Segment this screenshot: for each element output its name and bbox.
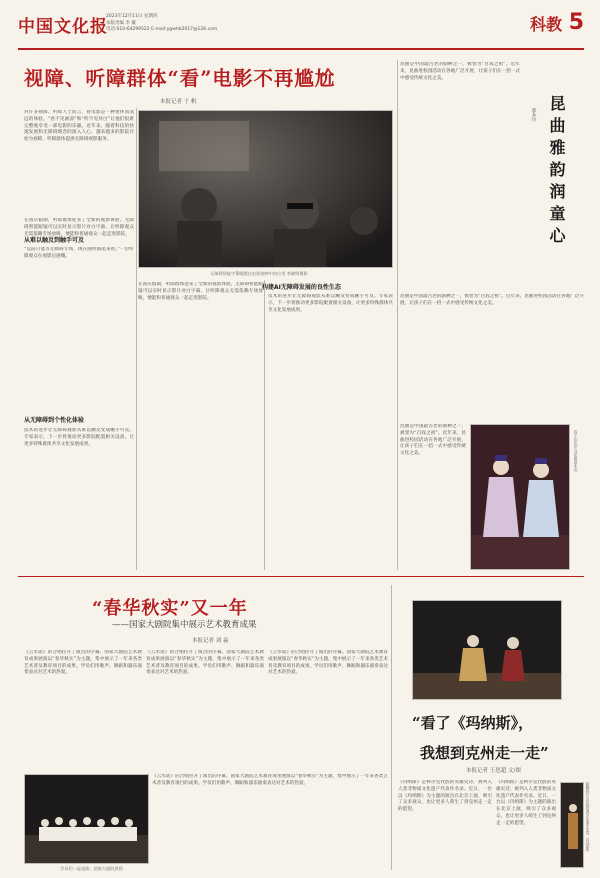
section-divider [18,576,584,577]
article1-photo-caption: 无障碍智能字幕眼镜在电影放映中的应用 李晓明摄影 [210,271,308,276]
article2-byline: 本报记者 刘 淼 [192,638,229,644]
sidebar-body-2: 昆曲是中国最古老的剧种之一，被誉为“百戏之祖”。近年来，昆曲进校园活动在各地广泛开展，让孩子们在一招一式中感受传统文化之美。 [400,294,584,306]
article2-col2: 《云水谣》的合唱拉开了演出的序幕。国家大剧院艺术教育成果展演以“春华秋实”为主题，集中展示了一年来各类艺术普及教育项目的成果。学员们用歌声、舞蹈和器乐演奏表达对艺术的热爱。 [146,650,264,676]
column-rule [397,60,398,570]
article1-title: 视障、听障群体“看”电影不再尴尬 [24,67,336,90]
manas-stage-image [413,601,562,700]
article1-subhead3: 构建AI无障碍发展的良性生态 [262,284,341,291]
article3-col2: 《玛纳斯》是柯尔克孜族的英雄史诗，被列入人类非物质文化遗产代表作名录。近日，一台以《玛纳斯》为主题的演出在北京上演，吸引了众多观众，也让更多人萌生了到克州走一走的愿望。 [496,780,556,826]
issue-date: 2023年12月11日 星期四 [106,14,158,19]
issue-contact: 电话:010-64299522 E-mail:ygwhb2017@126.com [106,27,218,32]
article3-photo-caption: 新疆柯尔克孜族演员在演出史诗《玛纳斯》 [586,782,591,855]
sidebar-author: 郝本玲 [531,108,536,122]
article3-col1: 《玛纳斯》是柯尔克孜族的英雄史诗，被列入人类非物质文化遗产代表作名录。近日，一台以《玛纳斯》为主题的演出在北京上演，吸引了众多观众，也让更多人萌生了到克州走一走的愿望。 [398,780,492,813]
page-number: 5 [568,10,584,35]
section-title: 科教 [529,15,562,34]
sidebar-photo [470,424,570,570]
article3-title-line2: 我想到克州走一走” [420,744,549,762]
issue-meta [106,14,217,34]
masthead [18,10,584,50]
sidebar-body: 昆曲是中国最古老的剧种之一，被誉为“百戏之祖”。近年来，昆曲进校园活动在各地广泛开展，让孩子们在一招一式中感受传统文化之美。 [400,62,520,81]
performer-image [561,783,584,868]
article1-photo [138,110,393,268]
article2-photo-caption: 学员们一起表演。国家大剧院供图 [60,866,123,871]
article1-para2: 在国庆假期，听障群体迎来了全新的观影体验。无障碍智能眼镜可以实时显示影片对白字幕，让听障观众无需依赖专场放映，便能和普通观众一起走进影院。 [24,218,134,237]
sidebar-title: 昆曲雅韵润童心 [547,95,566,249]
article1-subhead1: 从难以触及到触手可及 [24,237,85,244]
sidebar-body-3: 昆曲是中国最古老的剧种之一，被誉为“百戏之祖”。近年来，昆曲进校园活动在各地广泛开展，让孩子们在一招一式中感受传统文化之美。 [400,424,466,457]
article1-col2: 在国庆假期，听障群体迎来了全新的观影体验。无障碍智能眼镜可以实时显示影片对白字幕，让听障观众无需依赖专场放映，便能和普通观众一起走进影院。 [138,282,263,301]
article1-subhead2: 从无障碍到个性化体验 [24,417,85,424]
article3-title-line1: “看了《玛纳斯》， [412,714,534,732]
article3-photo-side [560,782,584,868]
article3-byline: 本报记者 王思超 文/图 [466,768,521,774]
article3-photo-top [412,600,562,700]
issue-editor: 本版责编 李 戴 [106,20,136,26]
cinema-audience-image [139,111,393,268]
article2-col3: 《云水谣》的合唱拉开了演出的序幕。国家大剧院艺术教育成果展演以“春华秋实”为主题，集中展示了一年来各类艺术普及教育项目的成果。学员们用歌声、舞蹈和器乐演奏表达对艺术的热爱。 [268,650,388,676]
article2-subtitle: ——国家大剧院集中展示艺术教育成果 [112,620,257,630]
sidebar-photo-caption: 孩子们在学习昆曲基本功 [574,430,579,472]
article1-para3: “以前只能等无障碍专场，现在随时都能来看。”一位听障观众在观影后感慨。 [24,247,134,259]
article2-photo [24,774,149,864]
choir-performance-image [25,775,149,864]
article2-col4: 《云水谣》的合唱拉开了演出的序幕。国家大剧院艺术教育成果展演以“春华秋实”为主题，集中展示了一年来各类艺术普及教育项目的成果。学员们用歌声、舞蹈和器乐演奏表达对艺术的热爱。 [152,774,388,786]
article2-title: “春华秋实”又一年 [92,598,248,619]
kunqu-performer-image [471,425,570,570]
column-rule [264,280,265,570]
article1-lead: 对许多视障、听障人士而言，看电影是一种奢侈而遥远的体验。“看不见画面”和“听不见对白”让他们很难完整地享受一部电影的乐趣。近年来，随着科技的快速发展和无障碍理念的深入人心，越来越多的影院开始为视障、听障群体提供无障碍观影服务。 [24,110,134,143]
article2-col1: 《云水谣》的合唱拉开了演出的序幕。国家大剧院艺术教育成果展演以“春华秋实”为主题，集中展示了一年来各类艺术普及教育项目的成果。学员们用歌声、舞蹈和器乐演奏表达对艺术的热爱。 [24,650,142,676]
article1-col3: 技术的进步让无障碍观影从难以触及变成触手可及。专家表示，下一步将推动更多影院配置相关设备，让更多特殊群体共享文化发展成果。 [268,294,393,313]
article1-byline: 本报记者 于 帆 [160,99,197,105]
article1-para4: 技术的进步让无障碍观影从难以触及变成触手可及。专家表示，下一步将推动更多影院配置相关设备，让更多特殊群体共享文化发展成果。 [24,428,134,447]
column-rule [136,108,137,570]
column-rule [391,585,392,870]
newspaper-logo: 中国文化报 [18,17,108,37]
